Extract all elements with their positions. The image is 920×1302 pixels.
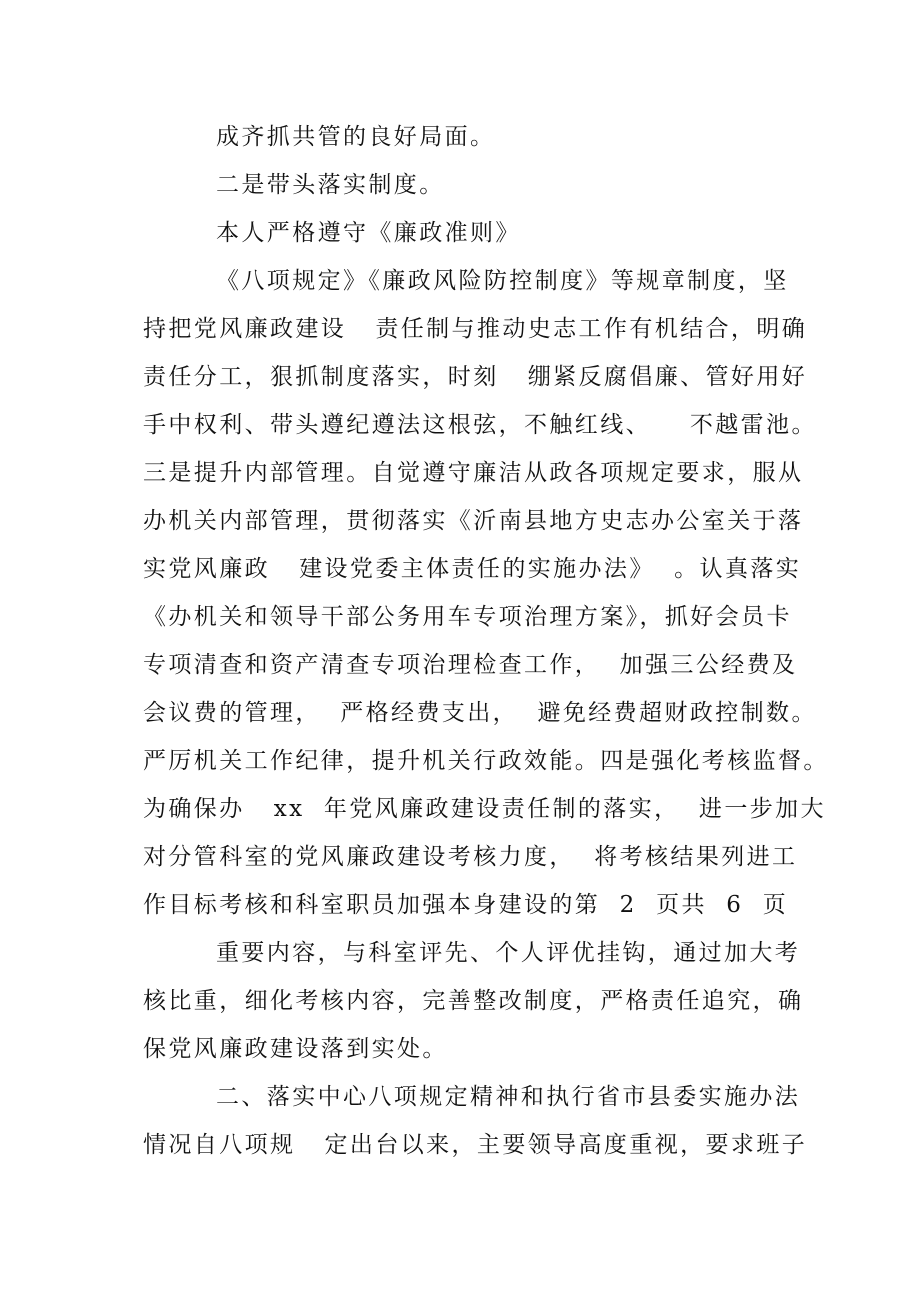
paragraph-line: 重要内容，与科室评先、个人评优挂钩，通过加大考 — [216, 940, 801, 966]
paragraph-line: 《办机关和领导干部公务用车专项治理方案》，抓好会员卡 — [143, 604, 792, 630]
paragraph-line: 对分管科室的党风廉政建设考核力度， 将考核结果列进工 — [143, 844, 798, 870]
paragraph-line: 三是提升内部管理。自觉遵守廉洁从政各项规定要求，服从 — [143, 460, 804, 486]
paragraph-line: 手中权利、带头遵纪遵法这根弦，不触红线、 不越雷池。 — [143, 412, 817, 438]
paragraph-line: 为确保办 xx 年党风廉政建设责任制的落实， 进一步加大 — [143, 796, 826, 822]
paragraph-line: 本人严格遵守《廉政准则》 — [216, 220, 521, 246]
section-heading-line: 二、落实中心八项规定精神和执行省市县委实施办法 — [216, 1084, 801, 1110]
paragraph-line: 保党风廉政建设落到实处。 — [143, 1036, 448, 1062]
paragraph-line: 会议费的管理， 严格经费支出， 避免经费超财政控制数。 — [143, 700, 817, 726]
paragraph-line: 严厉机关工作纪律，提升机关行政效能。四是强化考核监督。 — [143, 748, 829, 774]
paragraph-line: 《八项规定》《廉政风险防控制度》等规章制度，坚 — [216, 268, 789, 294]
paragraph-line: 情况自八项规 定出台以来，主要领导高度重视，要求班子 — [143, 1132, 808, 1158]
paragraph-line: 专项清查和资产清查专项治理检查工作， 加强三公经费及 — [143, 652, 798, 678]
paragraph-line: 核比重，细化考核内容，完善整改制度，严格责任追究，确 — [143, 988, 804, 1014]
paragraph-line: 办机关内部管理，贯彻落实《沂南县地方史志办公室关于落 — [143, 508, 804, 534]
paragraph-line: 成齐抓共管的良好局面。 — [216, 124, 496, 150]
page-number-line: 作目标考核和科室职员加强本身建设的第 2 页共 6 页 — [143, 892, 789, 918]
paragraph-line: 二是带头落实制度。 — [216, 172, 445, 198]
paragraph-line: 持把党风廉政建设 责任制与推动史志工作有机结合，明确 — [143, 316, 808, 342]
paragraph-line: 责任分工，狠抓制度落实，时刻 绷紧反腐倡廉、管好用好 — [143, 364, 808, 390]
paragraph-line: 实党风廉政 建设党委主体责任的实施办法》 。认真落实 — [143, 556, 802, 582]
